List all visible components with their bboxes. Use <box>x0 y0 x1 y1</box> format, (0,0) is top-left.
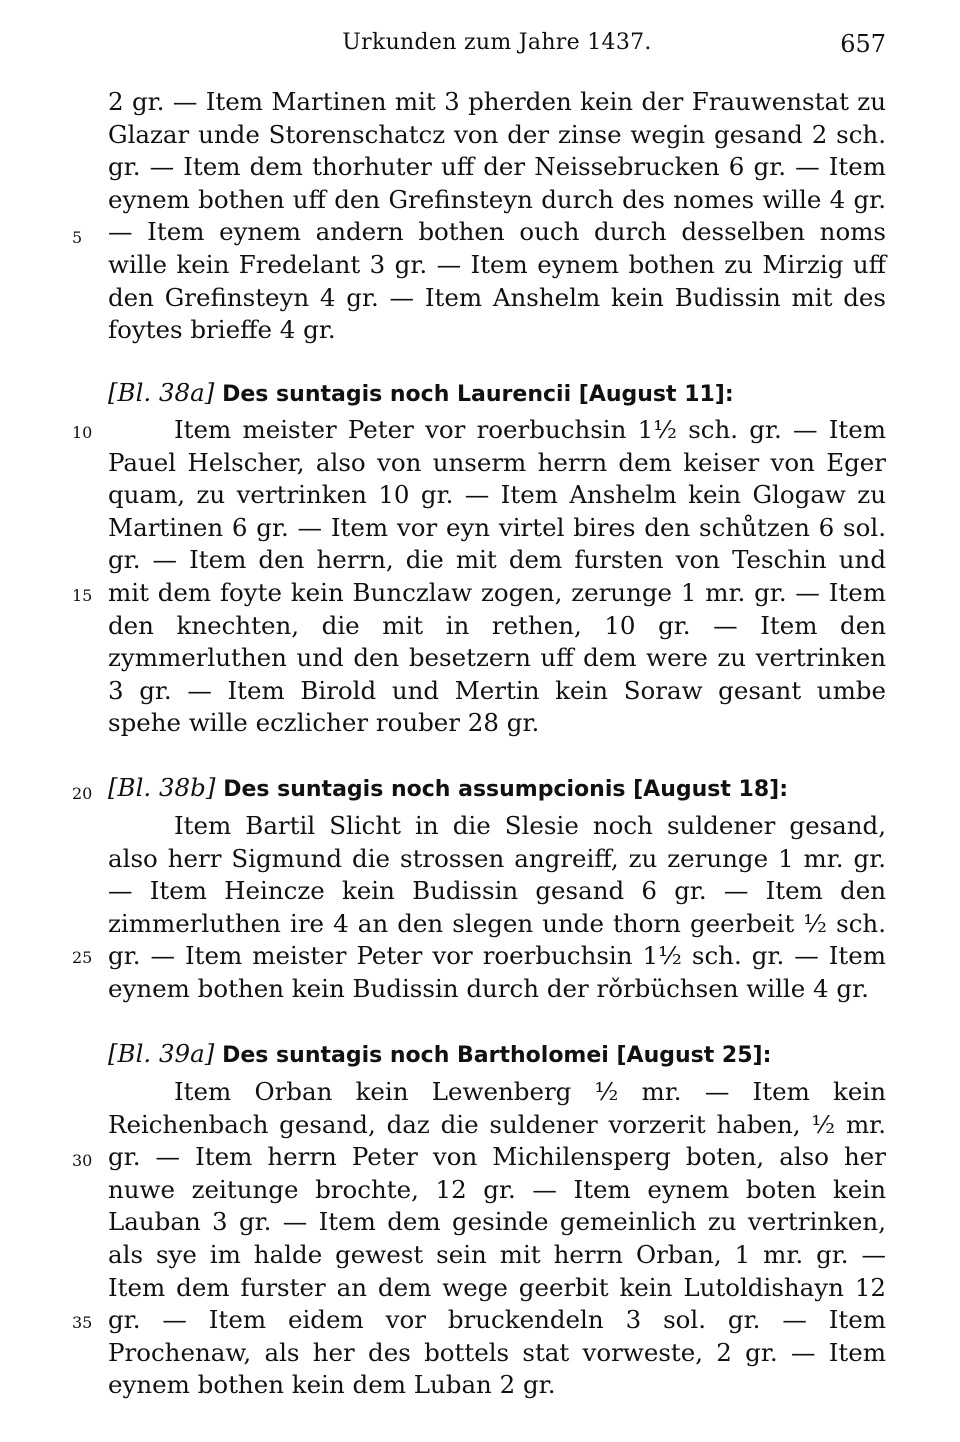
paragraph-text: Item meister Peter vor roerbuchsin 1½ sch. gr. — Item Pauel Helscher, also von unserm herrn dem keiser von Eger quam, zu vertrinken 10 gr. — Item Anshelm kein Glogaw zu Martinen 6 gr. — Item vor eyn virtel bires den schůtzen 6 sol. gr. — Item den herrn, die mit dem fursten von Teschin und mit dem foyte kein Bunczlaw zogen, zerunge 1 mr. gr. — Item den knechten, die mit in rethen, 10 gr. — Item den zymmerluthen und den besetzern uff dem were zu vertrinken 3 gr. — Item Birold und Mertin kein Soraw gesant umbe spehe wille eczlicher rouber 28 gr. <box>108 415 886 738</box>
section-heading-bartholomei <box>108 1038 886 1073</box>
intro-paragraph <box>108 86 886 347</box>
line-number-margin <box>72 0 102 1442</box>
paragraph-text: Item Bartil Slicht in die Slesie noch suldener gesand, also herr Sigmund die strossen angreiff, zu zerunge 1 mr. gr. — Item Heincze kein Budissin gesand 6 gr. — Item den zimmerluthen ire 4 an den slegen unde thorn geerbeit ½ sch. gr. — Item meister Peter vor roerbuchsin 1½ sch. gr. — Item eynem bothen kein Budissin durch der rǒrbüchsen wille 4 gr. <box>108 811 886 1003</box>
section-title: Des suntagis noch Bartholomei [August 25]: <box>222 1043 772 1068</box>
paragraph-text: 2 gr. — Item Martinen mit 3 pherden kein der Frauwenstat zu Glazar unde Storenschatcz von der zinse wegin gesand 2 sch. gr. — Item dem thorhuter uff der Neissebrucken 6 gr. — Item eynem bothen uff den Grefinsteyn durch des nomes wille 4 gr. — Item eynem andern bothen ouch durch desselben noms wille kein Fredelant 3 gr. — Item eynem bothen zu Mirzig uff den Grefinsteyn 4 gr. — Item Anshelm kein Budissin mit des foytes brieffe 4 gr. <box>108 87 886 345</box>
line-number: 25 <box>72 948 93 967</box>
line-number: 10 <box>72 423 93 442</box>
folio-reference: [Bl. 38b] <box>108 773 216 802</box>
section-assumpcionis-paragraph <box>108 810 886 1006</box>
line-number: 35 <box>72 1313 93 1332</box>
line-number: 30 <box>72 1151 93 1170</box>
section-bartholomei-paragraph <box>108 1076 886 1402</box>
line-number: 15 <box>72 586 93 605</box>
running-head: Urkunden zum Jahre 1437. <box>342 30 652 55</box>
line-number: 20 <box>72 784 93 803</box>
folio-reference: [Bl. 38a] <box>108 378 215 407</box>
section-heading-assumpcionis <box>108 772 886 807</box>
paragraph-text: Item Orban kein Lewenberg ½ mr. — Item kein Reichenbach gesand, daz die suldener vorzerit haben, ½ mr. gr. — Item herrn Peter von Michilensperg boten, also her nuwe zeitunge brochte, 12 gr. — Item eynem boten kein Lauban 3 gr. — Item dem gesinde gemeinlich zu vertrinken, als sye im halde gewest sein mit herrn Orban, 1 mr. gr. — Item dem furster an dem wege geerbit kein Lutoldishayn 12 gr. — Item eidem vor bruckendeln 3 sol. gr. — Item Prochenaw, als her des bottels stat vorweste, 2 gr. — Item eynem bothen kein dem Luban 2 gr. <box>108 1077 886 1400</box>
folio-reference: [Bl. 39a] <box>108 1039 215 1068</box>
section-title: Des suntagis noch assumpcionis [August 18]: <box>223 777 789 802</box>
line-number: 5 <box>72 228 83 247</box>
section-title: Des suntagis noch Laurencii [August 11]: <box>222 382 734 407</box>
page-header <box>108 30 886 66</box>
section-laurencii-paragraph <box>108 414 886 740</box>
page-number: 657 <box>840 30 886 58</box>
section-heading-laurencii <box>108 377 886 412</box>
